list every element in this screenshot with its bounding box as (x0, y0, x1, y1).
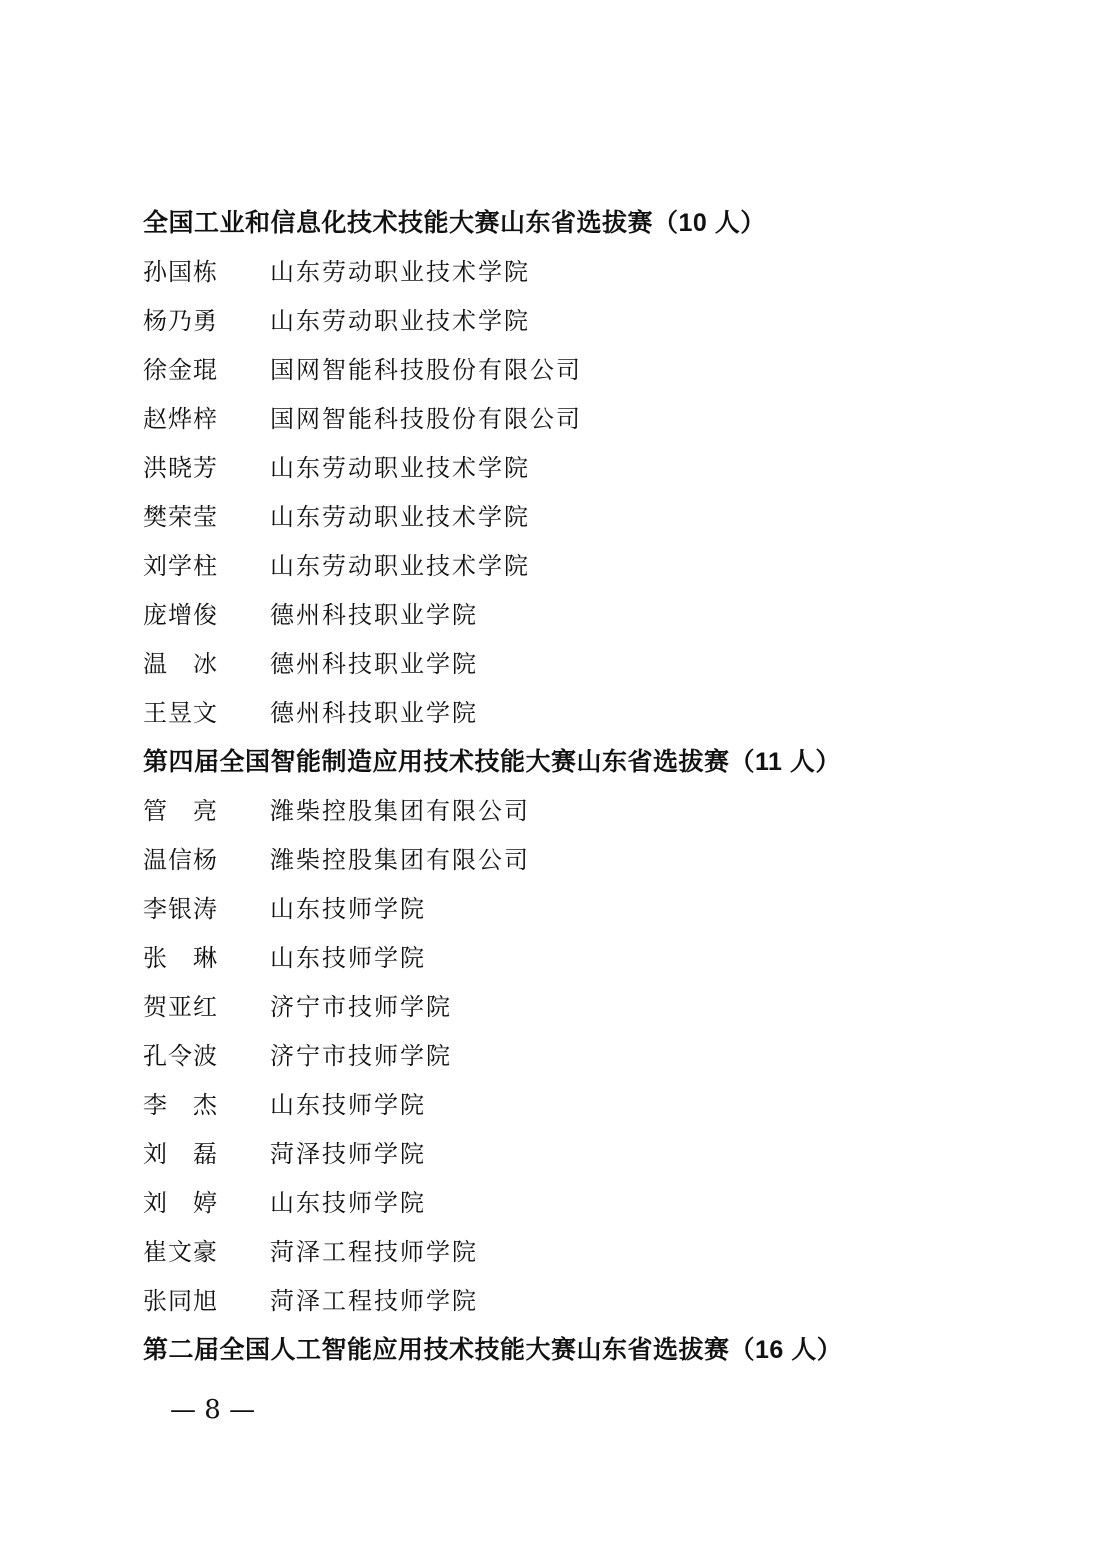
list-item (143, 297, 1003, 346)
organization-name: 山东技师学院 (270, 944, 426, 972)
organization-name: 山东技师学院 (270, 1091, 426, 1119)
organization-name: 德州科技职业学院 (270, 601, 478, 629)
organization-name: 国网智能科技股份有限公司 (270, 405, 582, 433)
organization-name: 菏泽技师学院 (270, 1140, 426, 1168)
organization-name: 德州科技职业学院 (270, 699, 478, 727)
list-item (143, 591, 1003, 640)
list-item (143, 836, 1003, 885)
section-title: 全国工业和信息化技术技能大赛山东省选拔赛（10 人） (143, 209, 766, 237)
person-name: 贺亚红 (143, 993, 218, 1021)
person-name: 庞增俊 (143, 601, 218, 629)
section-title: 第四届全国智能制造应用技术技能大赛山东省选拔赛（11 人） (143, 748, 841, 776)
person-name: 杨乃勇 (143, 307, 218, 335)
organization-name: 德州科技职业学院 (270, 650, 478, 678)
person-name: 孔令波 (143, 1042, 218, 1070)
person-name: 李 杰 (143, 1091, 218, 1119)
organization-name: 山东劳动职业技术学院 (270, 258, 530, 286)
list-item (143, 493, 1003, 542)
person-name: 赵烨梓 (143, 405, 218, 433)
organization-name: 山东技师学院 (270, 895, 426, 923)
list-item (143, 444, 1003, 493)
list-item (143, 885, 1003, 934)
list-item (143, 787, 1003, 836)
person-name: 温 冰 (143, 650, 218, 678)
list-item (143, 689, 1003, 738)
person-name: 刘 婷 (143, 1189, 218, 1217)
person-name: 洪晓芳 (143, 454, 218, 482)
page-number: — 8 — (170, 1395, 256, 1425)
list-item (143, 983, 1003, 1032)
person-name: 刘 磊 (143, 1140, 218, 1168)
list-item (143, 1179, 1003, 1228)
person-name: 孙国栋 (143, 258, 218, 286)
organization-name: 潍柴控股集团有限公司 (270, 797, 530, 825)
person-name: 张 琳 (143, 944, 218, 972)
person-name: 崔文豪 (143, 1238, 218, 1266)
person-name: 管 亮 (143, 797, 218, 825)
list-item (143, 1228, 1003, 1277)
list-item (143, 1130, 1003, 1179)
person-name: 王昱文 (143, 699, 218, 727)
organization-name: 山东劳动职业技术学院 (270, 503, 530, 531)
section-title: 第二届全国人工智能应用技术技能大赛山东省选拔赛（16 人） (143, 1336, 843, 1364)
organization-name: 国网智能科技股份有限公司 (270, 356, 582, 384)
organization-name: 菏泽工程技师学院 (270, 1287, 478, 1315)
organization-name: 济宁市技师学院 (270, 993, 452, 1021)
list-item (143, 1277, 1003, 1326)
list-item (143, 542, 1003, 591)
person-name: 刘学柱 (143, 552, 218, 580)
organization-name: 山东劳动职业技术学院 (270, 307, 530, 335)
organization-name: 山东劳动职业技术学院 (270, 454, 530, 482)
organization-name: 山东技师学院 (270, 1189, 426, 1217)
person-name: 李银涛 (143, 895, 218, 923)
organization-name: 济宁市技师学院 (270, 1042, 452, 1070)
organization-name: 菏泽工程技师学院 (270, 1238, 478, 1266)
list-item (143, 934, 1003, 983)
list-item (143, 640, 1003, 689)
list-item (143, 395, 1003, 444)
person-name: 张同旭 (143, 1287, 218, 1315)
list-item (143, 248, 1003, 297)
organization-name: 山东劳动职业技术学院 (270, 552, 530, 580)
person-name: 温信杨 (143, 846, 218, 874)
person-name: 徐金琨 (143, 356, 218, 384)
person-name: 樊荣莹 (143, 503, 218, 531)
list-item (143, 1081, 1003, 1130)
list-item (143, 346, 1003, 395)
list-item (143, 1032, 1003, 1081)
document-body (143, 199, 1003, 1375)
organization-name: 潍柴控股集团有限公司 (270, 846, 530, 874)
